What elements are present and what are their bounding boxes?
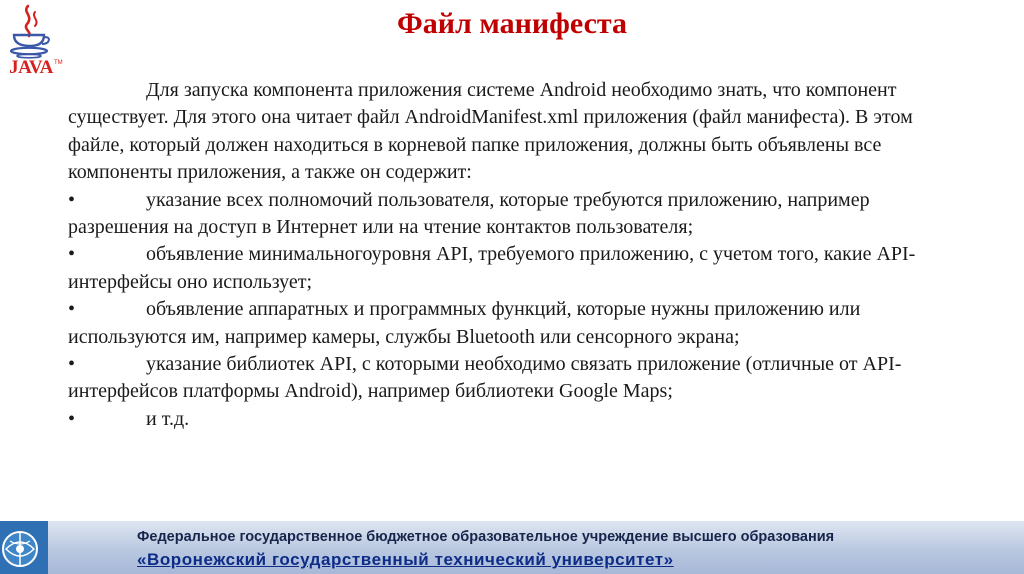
slide-title: Файл манифеста <box>396 7 628 40</box>
java-trademark: TM <box>54 60 63 66</box>
bullet-marker: • <box>68 298 76 321</box>
intro-paragraph: Для запуска компонента приложения системе Android необходимо знать, что компонент существует. Для этого она читает файл AndroidManifest.xml приложения (файл манифеста). В этом файле, который должен находиться в корневой папке приложения, должны быть объявлены все компоненты приложения, а также он содержит: <box>68 79 913 184</box>
java-logo-text: JAVA <box>9 57 53 78</box>
list-item-text: указание всех полномочий пользователя, которые требуются приложению, например разрешения на доступ в Интернет или на чтение контактов пользователя; <box>68 188 870 239</box>
bullet-marker: • <box>68 243 76 266</box>
bullet-marker: • <box>68 188 76 211</box>
bullet-marker: • <box>68 407 76 430</box>
list-item <box>68 406 968 433</box>
list-item-text: указание библиотек API, с которыми необходимо связать приложение (отличные от API-интерфейсов платформы Android), например библиотеки Google Maps; <box>68 353 902 403</box>
list-item <box>68 296 968 351</box>
list-item-text: объявление аппаратных и программных функций, которые нужны приложению или используются им, например камеры, службы Bluetooth или сенсорного экрана; <box>68 298 861 348</box>
list-item <box>68 351 968 406</box>
university-emblem-icon <box>0 521 48 574</box>
list-item-text: и т.д. <box>146 407 190 430</box>
list-item-text: объявление минимальногоуровня API, требуемого приложению, с учетом того, какие API-интерфейсы оно использует; <box>68 243 916 293</box>
footer-institution-type: Федеральное государственное бюджетное образовательное учреждение высшего образования <box>137 529 835 545</box>
bullet-marker: • <box>68 353 76 376</box>
list-item <box>68 241 968 296</box>
slide-body <box>68 77 968 433</box>
list-item <box>68 187 968 242</box>
footer-university-name[interactable]: «Воронежский государственный технический университет» <box>137 550 674 569</box>
